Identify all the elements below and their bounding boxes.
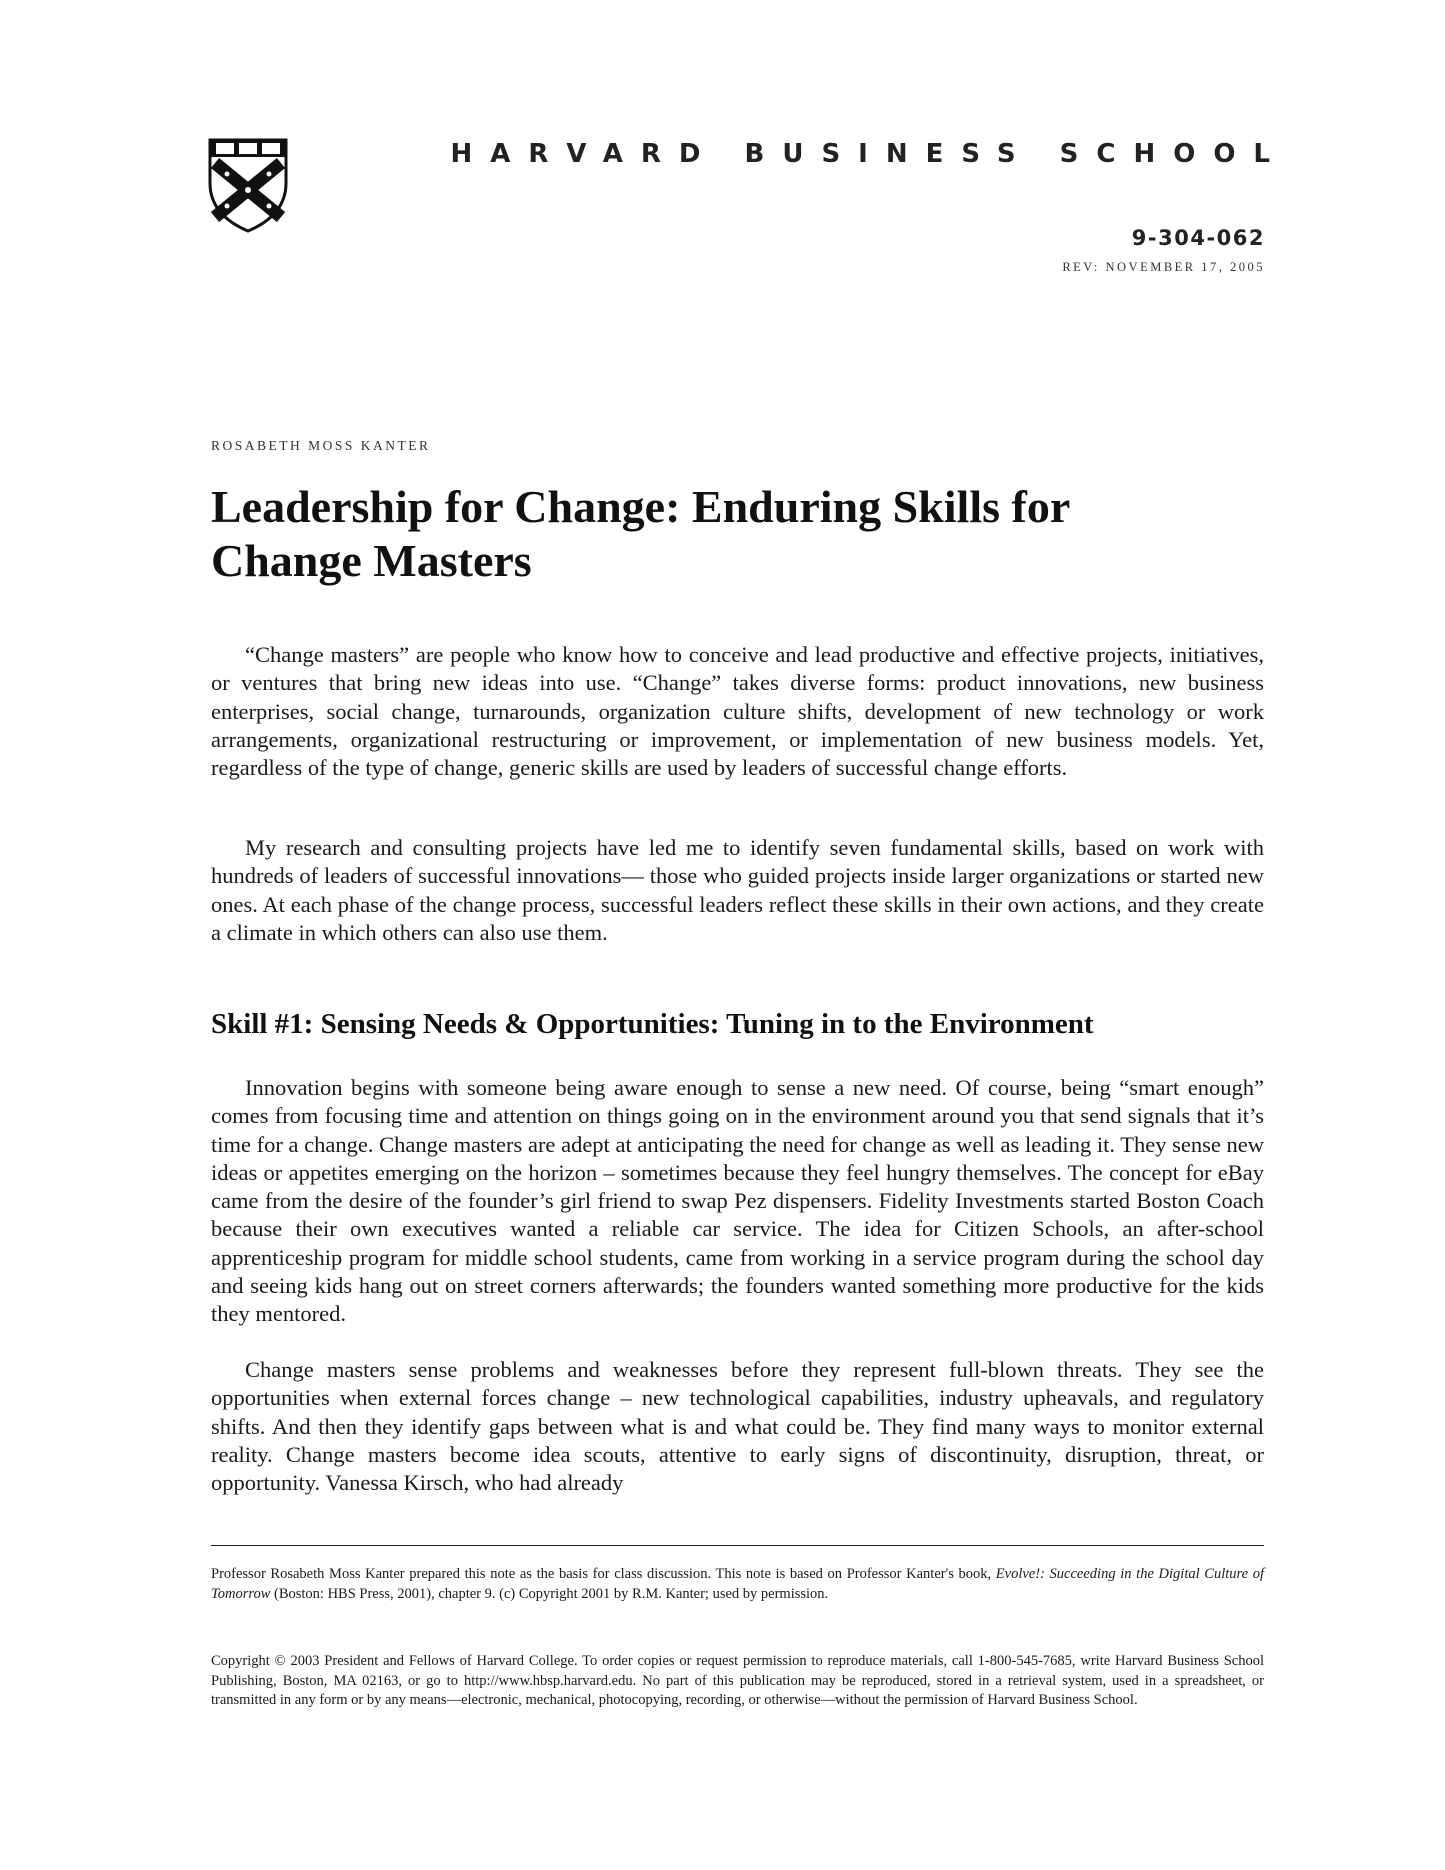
body-paragraph-3: Innovation begins with someone being aware enough to sense a new need. Of course, being “smart enough” comes from focusing time and attention on things going on in the environment around you that send signals that it’s time for a change. Change masters are adept at anticipating the need for change as well as leading it. They sense new ideas or appetites emerging on the horizon – sometimes because they feel hungry themselves. The concept for eBay came from the desire of the founder’s girl friend to swap Pez dispensers. Fidelity Investments started Boston Coach because their own executives wanted a reliable car service. The idea for Citizen Schools, an after-school apprenticeship program for middle school students, came from working in a service program during the school day and seeing kids hang out on street corners afterwards; the founders wanted something more productive for the kids they mentored. [211,1075,1264,1327]
footnote-text-2: (Boston: HBS Press, 2001), chapter 9. (c) Copyright 2001 by R.M. Kanter; used by permission. [270,1585,829,1602]
section-heading-skill-1: Skill #1: Sensing Needs & Opportunities: Tuning in to the Environment [211,1008,1094,1040]
body-paragraph-1: “Change masters” are people who know how to conceive and lead productive and effective projects, initiatives, or ventures that bring new ideas into use. “Change” takes diverse forms: product innovations, new business enterprises, social change, turnarounds, organization culture shifts, development of new technology or work arrangements, organizational restructuring or improvement, or implementation of new business models. Yet, regardless of the type of change, generic skills are used by leaders of successful change efforts. [211,642,1264,781]
hbs-shield-logo [207,137,289,233]
title-line-1: Leadership for Change: Enduring Skills for [211,481,1071,532]
author-footnote [211,1565,1264,1604]
footnote-book-title: Evolve!: Succeeding in the Digital Culture of Tomorrow [211,1566,1265,1602]
author-name: ROSABETH MOSS KANTER [211,438,431,453]
masthead [450,128,1288,180]
masthead-harvard: HARVARD [450,139,719,169]
copyright-notice: Copyright © 2003 President and Fellows of Harvard College. To order copies or request permission to reproduce materials, call 1-800-545-7685, write Harvard Business School Publishing, Boston, MA 02163, or go to http://www.hbsp.harvard.edu. No part of this publication may be reproduced, stored in a retrieval system, used in a spreadsheet, or transmitted in any form or by any means—electronic, mechanical, photocopying, recording, or otherwise—without the permission of Harvard Business School. [211,1653,1264,1708]
page-title [211,480,1211,588]
title-line-2: Change Masters [211,535,532,586]
masthead-school: SCHOOL [1059,139,1288,169]
body-paragraph-4: Change masters sense problems and weaknesses before they represent full-blown threats. They see the opportunities when external forces change – new technological capabilities, industry upheavals, and regulatory shifts. And then they identify gaps between what is and what could be. They find many ways to monitor external reality. Change masters become idea scouts, attentive to early signs of discontinuity, disruption, threat, or opportunity. Vanessa Kirsch, who had already [211,1357,1264,1496]
footnote-text-1: Professor Rosabeth Moss Kanter prepared this note as the basis for class discussion. This note is based on Professor Kanter's book, [211,1566,996,1582]
masthead-business: BUSINESS [744,139,1034,169]
body-paragraph-2: My research and consulting projects have led me to identify seven fundamental skills, based on work with hundreds of leaders of successful innovations— those who guided projects inside larger organizations or started new ones. At each phase of the change process, successful leaders reflect these skills in their own actions, and they create a climate in which others can also use them. [211,835,1264,945]
revision-date: REV: NOVEMBER 17, 2005 [1062,260,1265,274]
document-number: 9-304-062 [1131,226,1265,250]
footnote-divider [211,1545,1264,1546]
